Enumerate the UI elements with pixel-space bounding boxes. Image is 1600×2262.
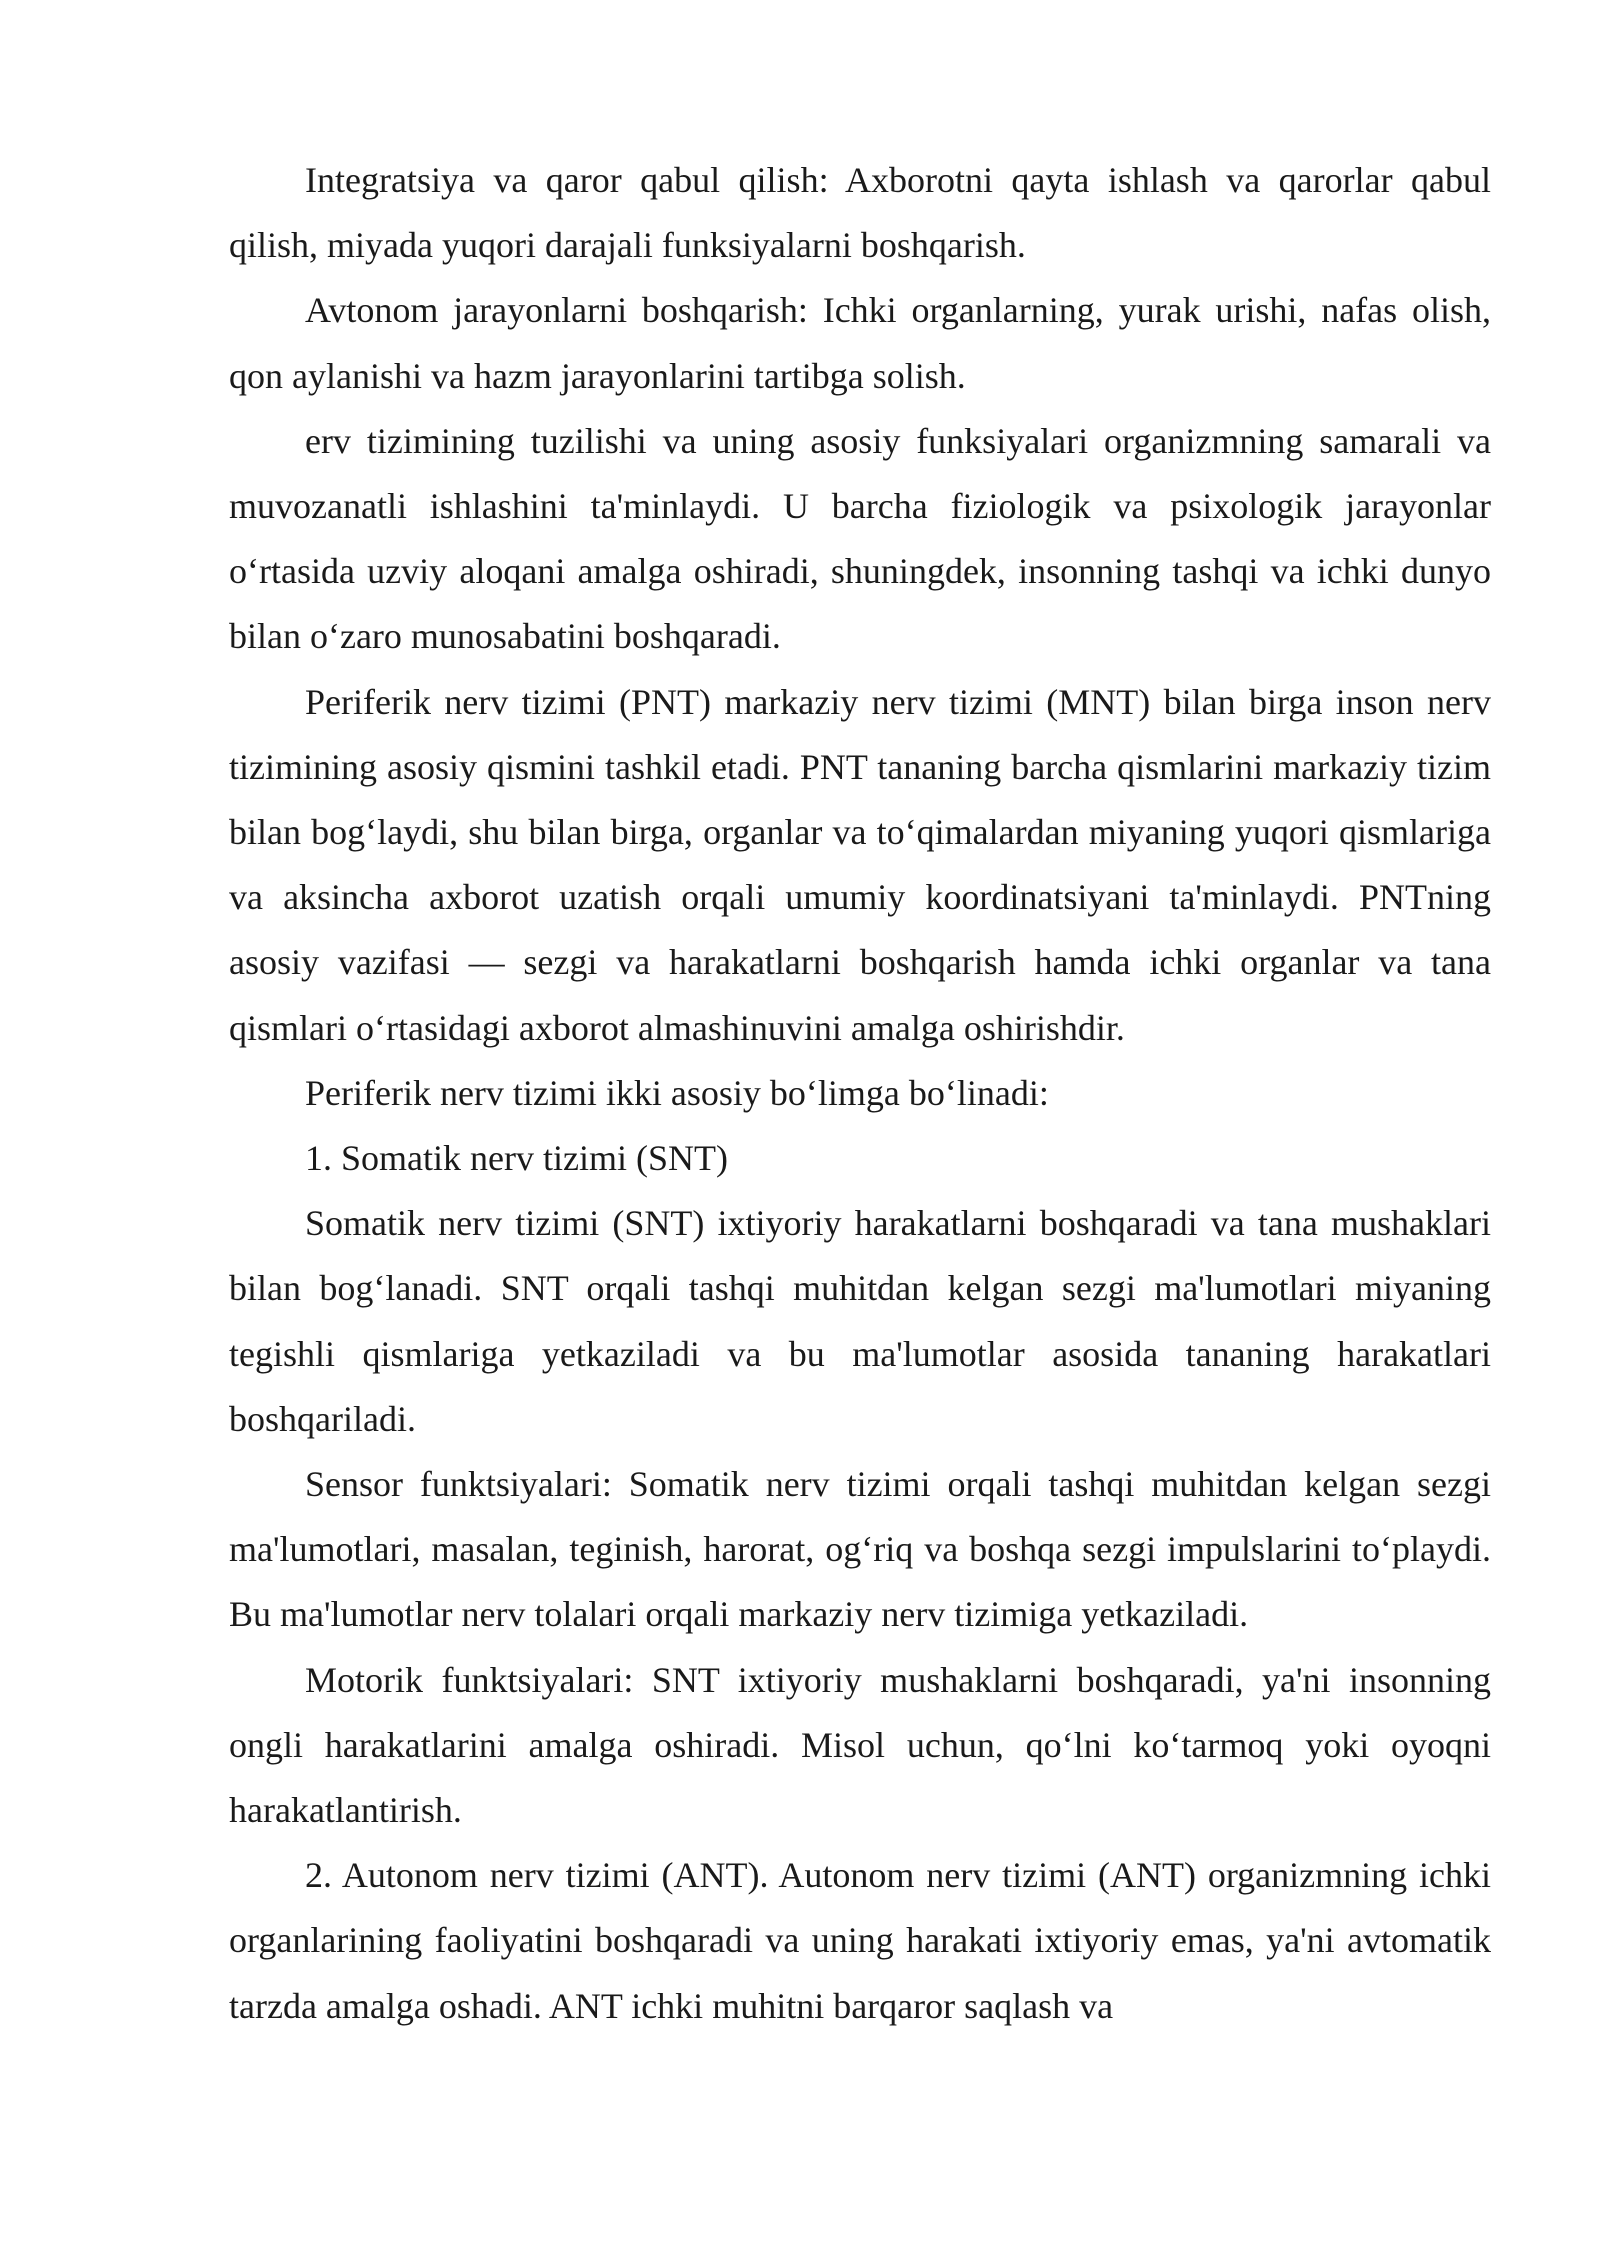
- paragraph-motor-functions: Motorik funktsiyalari: SNT ixtiyoriy mushaklarni boshqaradi, ya'ni insonning ongli harakatlarini amalga oshiradi. Misol uchun, qoʻlni koʻtarmoq yoki oyoqni harakatlantirish.: [229, 1659, 1491, 1831]
- paragraph-nervous-system-summary: erv tizimining tuzilishi va uning asosiy funksiyalari organizmning samarali va muvozanatli ishlashini ta'minlaydi. U barcha fiziologik va psixologik jarayonlar oʻrtasida uzviy aloqani amalga oshiradi, shuningdek, insonning tashqi va ichki dunyo bilan oʻzaro munosabatini boshqaradi.: [229, 420, 1491, 657]
- paragraph-autonomic-control: Avtonom jarayonlarni boshqarish: Ichki organlarning, yurak urishi, nafas olish, qon aylanishi va hazm jarayonlarini tartibga solish.: [229, 290, 1491, 396]
- paragraph-integration: Integratsiya va qaror qabul qilish: Axborotni qayta ishlash va qarorlar qabul qilish, miyada yuqori darajali funksiyalarni boshqarish.: [229, 160, 1491, 266]
- paragraph-autonomic-nervous-system: 2. Autonom nerv tizimi (ANT). Autonom nerv tizimi (ANT) organizmning ichki organlarining faoliyatini boshqaradi va uning harakati ixtiyoriy emas, ya'ni avtomatik tarzda amalga oshadi. ANT ichki muhitni barqaror saqlash va: [229, 1855, 1491, 2026]
- paragraph-somatic-nervous-system: Somatik nerv tizimi (SNT) ixtiyoriy harakatlarni boshqaradi va tana mushaklari bilan bogʻlanadi. SNT orqali tashqi muhitdan kelgan sezgi ma'lumotlari miyaning tegishli qismlariga yetkaziladi va bu ma'lumotlar asosida tananing harakatlari boshqariladi.: [229, 1203, 1491, 1439]
- paragraph-pns-division: Periferik nerv tizimi ikki asosiy boʻlimga boʻlinadi:: [305, 1072, 1049, 1113]
- heading-somatic-nervous-system: 1. Somatik nerv tizimi (SNT): [305, 1138, 728, 1179]
- document-page: [229, 148, 1491, 2039]
- paragraph-peripheral-nervous-system: Periferik nerv tizimi (PNT) markaziy nerv tizimi (MNT) bilan birga inson nerv tizimining asosiy qismini tashkil etadi. PNT tananing barcha qismlarini markaziy tizim bilan bogʻlaydi, shu bilan birga, organlar va toʻqimalardan miyaning yuqori qismlariga va aksincha axborot uzatish orqali umumiy koordinatsiyani ta'minlaydi. PNTning asosiy vazifasi — sezgi va harakatlarni boshqarish hamda ichki organlar va tana qismlari oʻrtasidagi axborot almashinuvini amalga oshirishdir.: [229, 681, 1491, 1048]
- paragraph-sensory-functions: Sensor funktsiyalari: Somatik nerv tizimi orqali tashqi muhitdan kelgan sezgi ma'lumotlari, masalan, teginish, harorat, ogʻriq va boshqa sezgi impulslarini toʻplaydi. Bu ma'lumotlar nerv tolalari orqali markaziy nerv tizimiga yetkaziladi.: [229, 1464, 1491, 1635]
